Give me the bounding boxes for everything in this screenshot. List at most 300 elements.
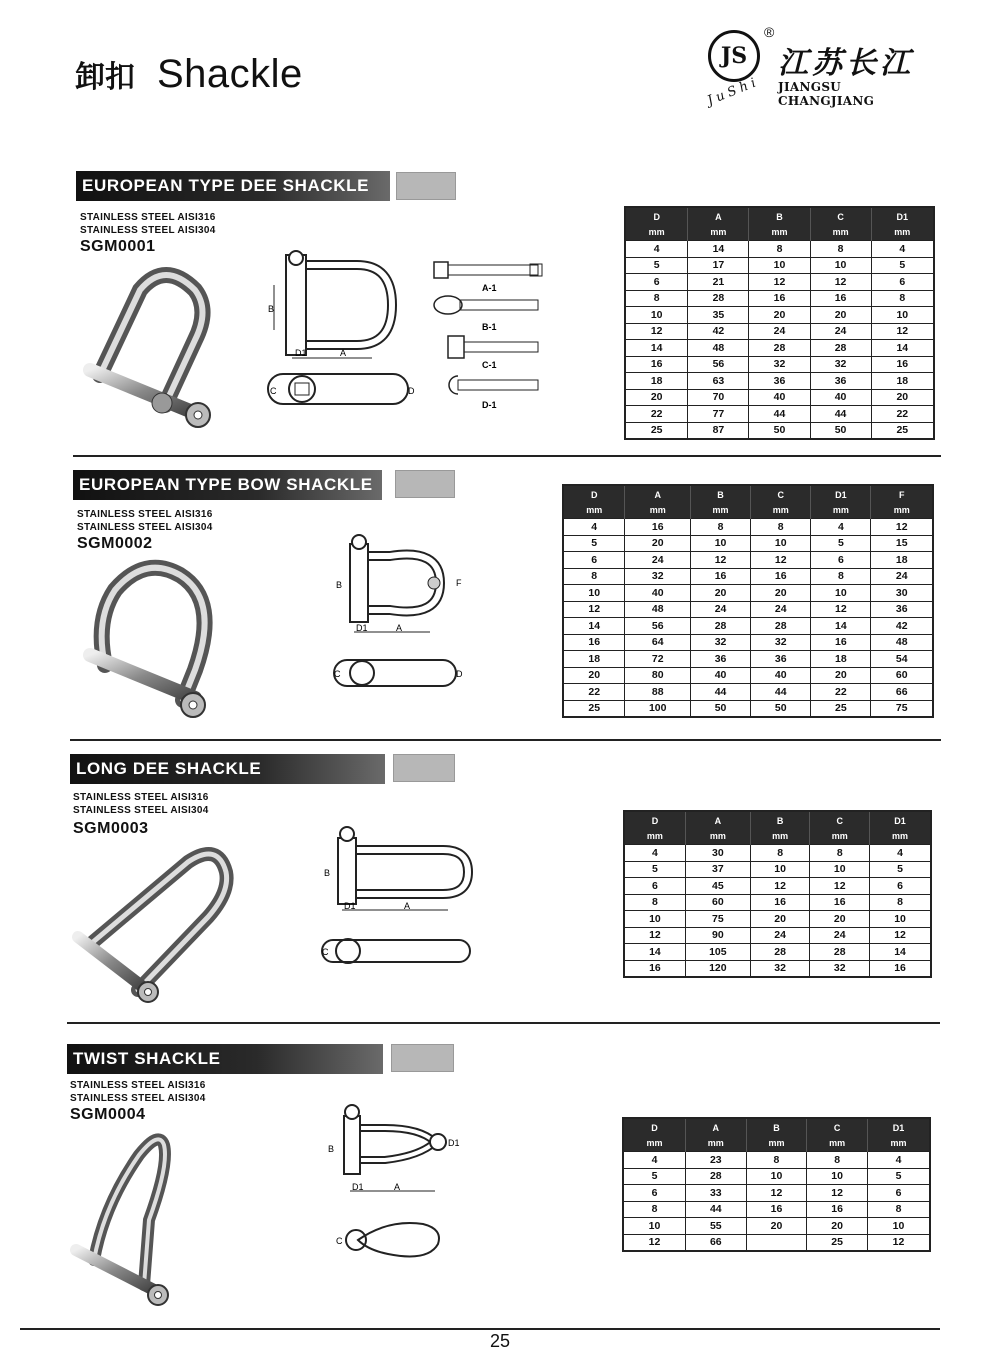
table-cell: 16 <box>563 634 625 651</box>
table-cell: 4 <box>871 241 934 258</box>
table-cell: 28 <box>751 618 811 635</box>
table-cell: 5 <box>624 861 685 878</box>
table-cell: 32 <box>810 960 870 977</box>
section-divider <box>67 1022 940 1024</box>
table-cell: 24 <box>690 601 750 618</box>
table-cell: 28 <box>690 618 750 635</box>
table-cell: 12 <box>871 519 933 536</box>
table-cell: 56 <box>688 356 749 373</box>
table-cell: 66 <box>685 1234 746 1251</box>
material-line: STAINLESS STEEL AISI316 <box>70 1080 206 1091</box>
table-cell: 10 <box>807 1168 868 1185</box>
table-cell: 75 <box>685 911 750 928</box>
table-row <box>625 257 934 274</box>
table-cell: 4 <box>867 1152 930 1169</box>
table-cell: 16 <box>807 1201 868 1218</box>
table-cell: 14 <box>811 618 871 635</box>
table-cell: 10 <box>623 1218 685 1235</box>
table-cell: 20 <box>749 307 810 324</box>
table-cell: 24 <box>810 927 870 944</box>
table-cell: 12 <box>623 1234 685 1251</box>
column-header: D <box>625 207 688 225</box>
dim-a-label: A <box>394 1182 401 1192</box>
table-cell: 20 <box>871 389 934 406</box>
table-cell: 12 <box>807 1185 868 1202</box>
table-cell: 20 <box>625 535 691 552</box>
material-line: STAINLESS STEEL AISI304 <box>70 1093 206 1104</box>
table-row <box>624 845 931 862</box>
table-cell: 16 <box>870 960 931 977</box>
dim-d1-bottom-label: D1 <box>352 1182 364 1192</box>
dim-b-label: B <box>336 580 343 590</box>
table-header-row <box>625 207 934 225</box>
table-cell: 36 <box>810 373 871 390</box>
table-row <box>563 651 933 668</box>
table-cell: 25 <box>807 1234 868 1251</box>
dim-d-label: D <box>456 669 463 679</box>
table-cell: 14 <box>870 944 931 961</box>
table-cell: 120 <box>685 960 750 977</box>
table-cell: 8 <box>870 894 931 911</box>
table-cell: 10 <box>811 585 871 602</box>
dim-d1-label: D1 <box>344 901 356 911</box>
long-dee-shackle-front-diagram <box>318 822 478 914</box>
table-row <box>625 241 934 258</box>
table-cell: 24 <box>810 323 871 340</box>
table-cell: 16 <box>746 1201 807 1218</box>
table-cell: 10 <box>690 535 750 552</box>
table-row <box>625 307 934 324</box>
table-cell: 80 <box>625 667 691 684</box>
table-cell: 8 <box>749 241 810 258</box>
table-cell: 4 <box>811 519 871 536</box>
table-cell: 75 <box>871 700 933 717</box>
column-unit: mm <box>624 829 685 845</box>
table-cell: 32 <box>751 634 811 651</box>
table-cell: 70 <box>688 389 749 406</box>
table-cell: 54 <box>871 651 933 668</box>
table-cell: 20 <box>807 1218 868 1235</box>
column-unit: mm <box>685 829 750 845</box>
column-unit: mm <box>871 225 934 241</box>
table-cell: 18 <box>871 373 934 390</box>
table-cell: 45 <box>685 878 750 895</box>
company-name-english: JIANGSU CHANGJIANG <box>778 80 875 108</box>
table-cell: 12 <box>750 878 810 895</box>
product-code: SGM0003 <box>73 820 149 837</box>
page-number: 25 <box>489 1331 511 1351</box>
table-cell: 25 <box>871 422 934 439</box>
table-row <box>624 894 931 911</box>
column-unit: mm <box>563 503 625 519</box>
table-unit-row <box>623 1136 930 1152</box>
dim-c-label: C <box>334 669 341 679</box>
table-cell: 100 <box>625 700 691 717</box>
table-cell: 63 <box>688 373 749 390</box>
table-cell: 12 <box>746 1185 807 1202</box>
column-header: D <box>623 1118 685 1136</box>
table-cell: 30 <box>871 585 933 602</box>
dim-a-label: A <box>396 623 403 633</box>
table-cell: 28 <box>688 290 749 307</box>
table-cell: 22 <box>811 684 871 701</box>
dim-c-label: C <box>322 947 329 957</box>
table-cell: 32 <box>810 356 871 373</box>
table-cell: 14 <box>563 618 625 635</box>
column-header: B <box>749 207 810 225</box>
spec-table-twist-shackle <box>622 1117 931 1252</box>
section-divider <box>73 455 941 457</box>
dim-c-label: C <box>336 1236 343 1246</box>
table-cell: 12 <box>871 323 934 340</box>
table-cell: 12 <box>867 1234 930 1251</box>
table-row <box>563 568 933 585</box>
column-unit: mm <box>688 225 749 241</box>
column-header: A <box>688 207 749 225</box>
material-line: STAINLESS STEEL AISI316 <box>73 792 209 803</box>
twist-shackle-top-diagram <box>328 1214 448 1264</box>
table-cell: 4 <box>563 519 625 536</box>
table-cell: 16 <box>810 894 870 911</box>
table-cell: 12 <box>625 323 688 340</box>
table-cell: 36 <box>871 601 933 618</box>
product-code: SGM0002 <box>77 535 153 552</box>
column-header: B <box>746 1118 807 1136</box>
table-cell: 28 <box>810 340 871 357</box>
table-cell: 18 <box>811 651 871 668</box>
table-cell: 105 <box>685 944 750 961</box>
column-header: F <box>871 485 933 503</box>
table-row <box>563 667 933 684</box>
table-cell: 55 <box>685 1218 746 1235</box>
column-unit: mm <box>749 225 810 241</box>
table-cell: 20 <box>811 667 871 684</box>
table-cell: 6 <box>871 274 934 291</box>
table-row <box>623 1234 930 1251</box>
table-cell: 8 <box>810 845 870 862</box>
table-cell: 16 <box>690 568 750 585</box>
color-swatch <box>396 172 456 200</box>
table-unit-row <box>624 829 931 845</box>
logo-mark: JS <box>708 30 760 82</box>
table-cell: 8 <box>871 290 934 307</box>
column-unit: mm <box>750 829 810 845</box>
table-cell: 30 <box>685 845 750 862</box>
title-english: Shackle <box>157 52 303 96</box>
table-row <box>563 684 933 701</box>
column-header: B <box>690 485 750 503</box>
table-cell <box>746 1234 807 1251</box>
table-row <box>624 911 931 928</box>
table-cell: 25 <box>563 700 625 717</box>
column-unit: mm <box>625 225 688 241</box>
table-cell: 12 <box>870 927 931 944</box>
table-cell: 23 <box>685 1152 746 1169</box>
bow-shackle-front-diagram <box>330 528 470 638</box>
dee-shackle-top-diagram <box>262 368 422 413</box>
table-cell: 20 <box>810 307 871 324</box>
column-unit: mm <box>807 1136 868 1152</box>
table-cell: 8 <box>807 1152 868 1169</box>
table-cell: 40 <box>690 667 750 684</box>
column-header: A <box>685 811 750 829</box>
table-cell: 88 <box>625 684 691 701</box>
table-cell: 28 <box>749 340 810 357</box>
table-cell: 20 <box>690 585 750 602</box>
column-unit: mm <box>690 503 750 519</box>
table-cell: 14 <box>625 340 688 357</box>
table-cell: 16 <box>751 568 811 585</box>
table-cell: 16 <box>810 290 871 307</box>
column-header: C <box>810 207 871 225</box>
table-row <box>625 323 934 340</box>
table-cell: 12 <box>811 601 871 618</box>
dim-d1-label: D1 <box>448 1138 460 1148</box>
table-cell: 18 <box>871 552 933 569</box>
material-line: STAINLESS STEEL AISI304 <box>77 522 213 533</box>
dim-d1-label: D1 <box>295 348 307 358</box>
table-cell: 24 <box>625 552 691 569</box>
table-cell: 14 <box>688 241 749 258</box>
column-unit: mm <box>810 829 870 845</box>
column-header: D1 <box>811 485 871 503</box>
table-cell: 16 <box>625 519 691 536</box>
material-line: STAINLESS STEEL AISI316 <box>77 509 213 520</box>
table-row <box>625 373 934 390</box>
table-row <box>623 1168 930 1185</box>
table-cell: 12 <box>690 552 750 569</box>
table-cell: 28 <box>810 944 870 961</box>
dim-d1-label: D1 <box>356 623 368 633</box>
material-list <box>80 211 216 237</box>
table-cell: 6 <box>623 1185 685 1202</box>
section-title-bow-shackle: EUROPEAN TYPE BOW SHACKLE <box>73 470 382 500</box>
table-cell: 5 <box>871 257 934 274</box>
column-header: D <box>624 811 685 829</box>
table-cell: 10 <box>625 307 688 324</box>
table-cell: 32 <box>625 568 691 585</box>
color-swatch <box>395 470 455 498</box>
column-unit: mm <box>867 1136 930 1152</box>
logo-brand-latin: JuShi <box>705 74 762 109</box>
color-swatch <box>393 754 455 782</box>
table-cell: 12 <box>751 552 811 569</box>
table-row <box>563 552 933 569</box>
table-row <box>563 601 933 618</box>
table-cell: 48 <box>688 340 749 357</box>
table-cell: 16 <box>811 634 871 651</box>
bow-shackle-top-diagram <box>328 654 468 694</box>
table-cell: 50 <box>690 700 750 717</box>
table-row <box>625 389 934 406</box>
table-cell: 8 <box>810 241 871 258</box>
table-cell: 66 <box>871 684 933 701</box>
table-cell: 60 <box>871 667 933 684</box>
column-header: B <box>750 811 810 829</box>
column-header: D1 <box>871 207 934 225</box>
section-divider <box>70 739 941 741</box>
table-cell: 60 <box>685 894 750 911</box>
long-dee-shackle-photo <box>68 842 243 1012</box>
table-cell: 17 <box>688 257 749 274</box>
twist-shackle-front-diagram <box>320 1098 470 1198</box>
table-cell: 32 <box>749 356 810 373</box>
table-row <box>623 1218 930 1235</box>
table-cell: 6 <box>624 878 685 895</box>
dim-b-label: B <box>324 868 331 878</box>
table-cell: 12 <box>810 274 871 291</box>
table-cell: 20 <box>746 1218 807 1235</box>
table-cell: 20 <box>810 911 870 928</box>
company-logo <box>700 22 940 112</box>
table-cell: 87 <box>688 422 749 439</box>
pin-type-label: D-1 <box>482 400 497 410</box>
material-list <box>77 508 213 534</box>
product-code: SGM0004 <box>70 1106 146 1123</box>
table-cell: 36 <box>751 651 811 668</box>
table-cell: 22 <box>871 406 934 423</box>
pin-type-label: C-1 <box>482 360 497 370</box>
table-cell: 12 <box>810 878 870 895</box>
table-cell: 35 <box>688 307 749 324</box>
table-cell: 8 <box>811 568 871 585</box>
table-cell: 44 <box>751 684 811 701</box>
registered-mark: ® <box>764 24 775 40</box>
dim-d-label: D <box>408 386 415 396</box>
dim-b-label: B <box>328 1144 335 1154</box>
table-cell: 50 <box>751 700 811 717</box>
table-cell: 20 <box>750 911 810 928</box>
material-list <box>70 1079 206 1105</box>
table-cell: 8 <box>751 519 811 536</box>
table-unit-row <box>625 225 934 241</box>
column-header: D1 <box>867 1118 930 1136</box>
table-header-row <box>624 811 931 829</box>
table-cell: 72 <box>625 651 691 668</box>
column-unit: mm <box>623 1136 685 1152</box>
table-cell: 16 <box>750 894 810 911</box>
table-cell: 8 <box>623 1201 685 1218</box>
table-cell: 5 <box>623 1168 685 1185</box>
dee-shackle-photo <box>70 265 240 435</box>
table-cell: 6 <box>870 878 931 895</box>
bow-shackle-photo <box>75 560 235 730</box>
table-row <box>624 927 931 944</box>
table-cell: 36 <box>690 651 750 668</box>
table-cell: 10 <box>871 307 934 324</box>
table-cell: 12 <box>563 601 625 618</box>
table-cell: 8 <box>625 290 688 307</box>
table-cell: 4 <box>870 845 931 862</box>
table-cell: 22 <box>563 684 625 701</box>
table-cell: 42 <box>871 618 933 635</box>
table-cell: 10 <box>750 861 810 878</box>
table-cell: 32 <box>750 960 810 977</box>
table-cell: 6 <box>563 552 625 569</box>
column-header: A <box>685 1118 746 1136</box>
section-title-twist-shackle: TWIST SHACKLE <box>67 1044 383 1074</box>
table-cell: 5 <box>811 535 871 552</box>
column-unit: mm <box>871 503 933 519</box>
table-cell: 10 <box>867 1218 930 1235</box>
spec-table-dee-shackle <box>624 206 935 440</box>
table-row <box>623 1201 930 1218</box>
company-name-chinese: 江苏长江 <box>778 46 914 81</box>
table-cell: 10 <box>870 911 931 928</box>
table-cell: 32 <box>690 634 750 651</box>
table-cell: 10 <box>624 911 685 928</box>
table-row <box>563 585 933 602</box>
table-cell: 5 <box>867 1168 930 1185</box>
material-line: STAINLESS STEEL AISI316 <box>80 212 216 223</box>
table-row <box>625 340 934 357</box>
table-cell: 48 <box>871 634 933 651</box>
table-cell: 4 <box>624 845 685 862</box>
table-cell: 14 <box>624 944 685 961</box>
table-cell: 6 <box>867 1185 930 1202</box>
column-header: A <box>625 485 691 503</box>
table-row <box>624 944 931 961</box>
table-cell: 21 <box>688 274 749 291</box>
table-cell: 18 <box>625 373 688 390</box>
table-cell: 8 <box>690 519 750 536</box>
dim-b-label: B <box>268 304 275 314</box>
table-cell: 56 <box>625 618 691 635</box>
material-list <box>73 791 209 817</box>
table-cell: 25 <box>625 422 688 439</box>
footer-divider <box>20 1328 940 1330</box>
spec-table-long-dee-shackle <box>623 810 932 978</box>
table-row <box>625 422 934 439</box>
title-chinese: 卸扣 <box>75 60 135 95</box>
column-header: D1 <box>870 811 931 829</box>
table-cell: 8 <box>750 845 810 862</box>
table-cell: 77 <box>688 406 749 423</box>
table-cell: 15 <box>871 535 933 552</box>
table-cell: 24 <box>751 601 811 618</box>
table-cell: 33 <box>685 1185 746 1202</box>
table-cell: 5 <box>563 535 625 552</box>
table-cell: 22 <box>625 406 688 423</box>
pin-types-diagram <box>430 258 555 418</box>
column-unit: mm <box>810 225 871 241</box>
table-header-row <box>623 1118 930 1136</box>
table-cell: 40 <box>625 585 691 602</box>
table-cell: 5 <box>870 861 931 878</box>
table-unit-row <box>563 503 933 519</box>
table-cell: 14 <box>871 340 934 357</box>
table-cell: 24 <box>750 927 810 944</box>
table-cell: 20 <box>625 389 688 406</box>
dim-a-label: A <box>340 348 347 358</box>
table-cell: 48 <box>625 601 691 618</box>
table-cell: 8 <box>624 894 685 911</box>
table-cell: 16 <box>624 960 685 977</box>
column-header: C <box>751 485 811 503</box>
table-header-row <box>563 485 933 503</box>
table-cell: 24 <box>871 568 933 585</box>
column-header: C <box>807 1118 868 1136</box>
table-cell: 12 <box>749 274 810 291</box>
table-cell: 10 <box>563 585 625 602</box>
table-cell: 16 <box>871 356 934 373</box>
column-header: D <box>563 485 625 503</box>
table-cell: 10 <box>810 861 870 878</box>
table-cell: 40 <box>751 667 811 684</box>
table-row <box>563 535 933 552</box>
table-cell: 16 <box>625 356 688 373</box>
table-cell: 12 <box>624 927 685 944</box>
